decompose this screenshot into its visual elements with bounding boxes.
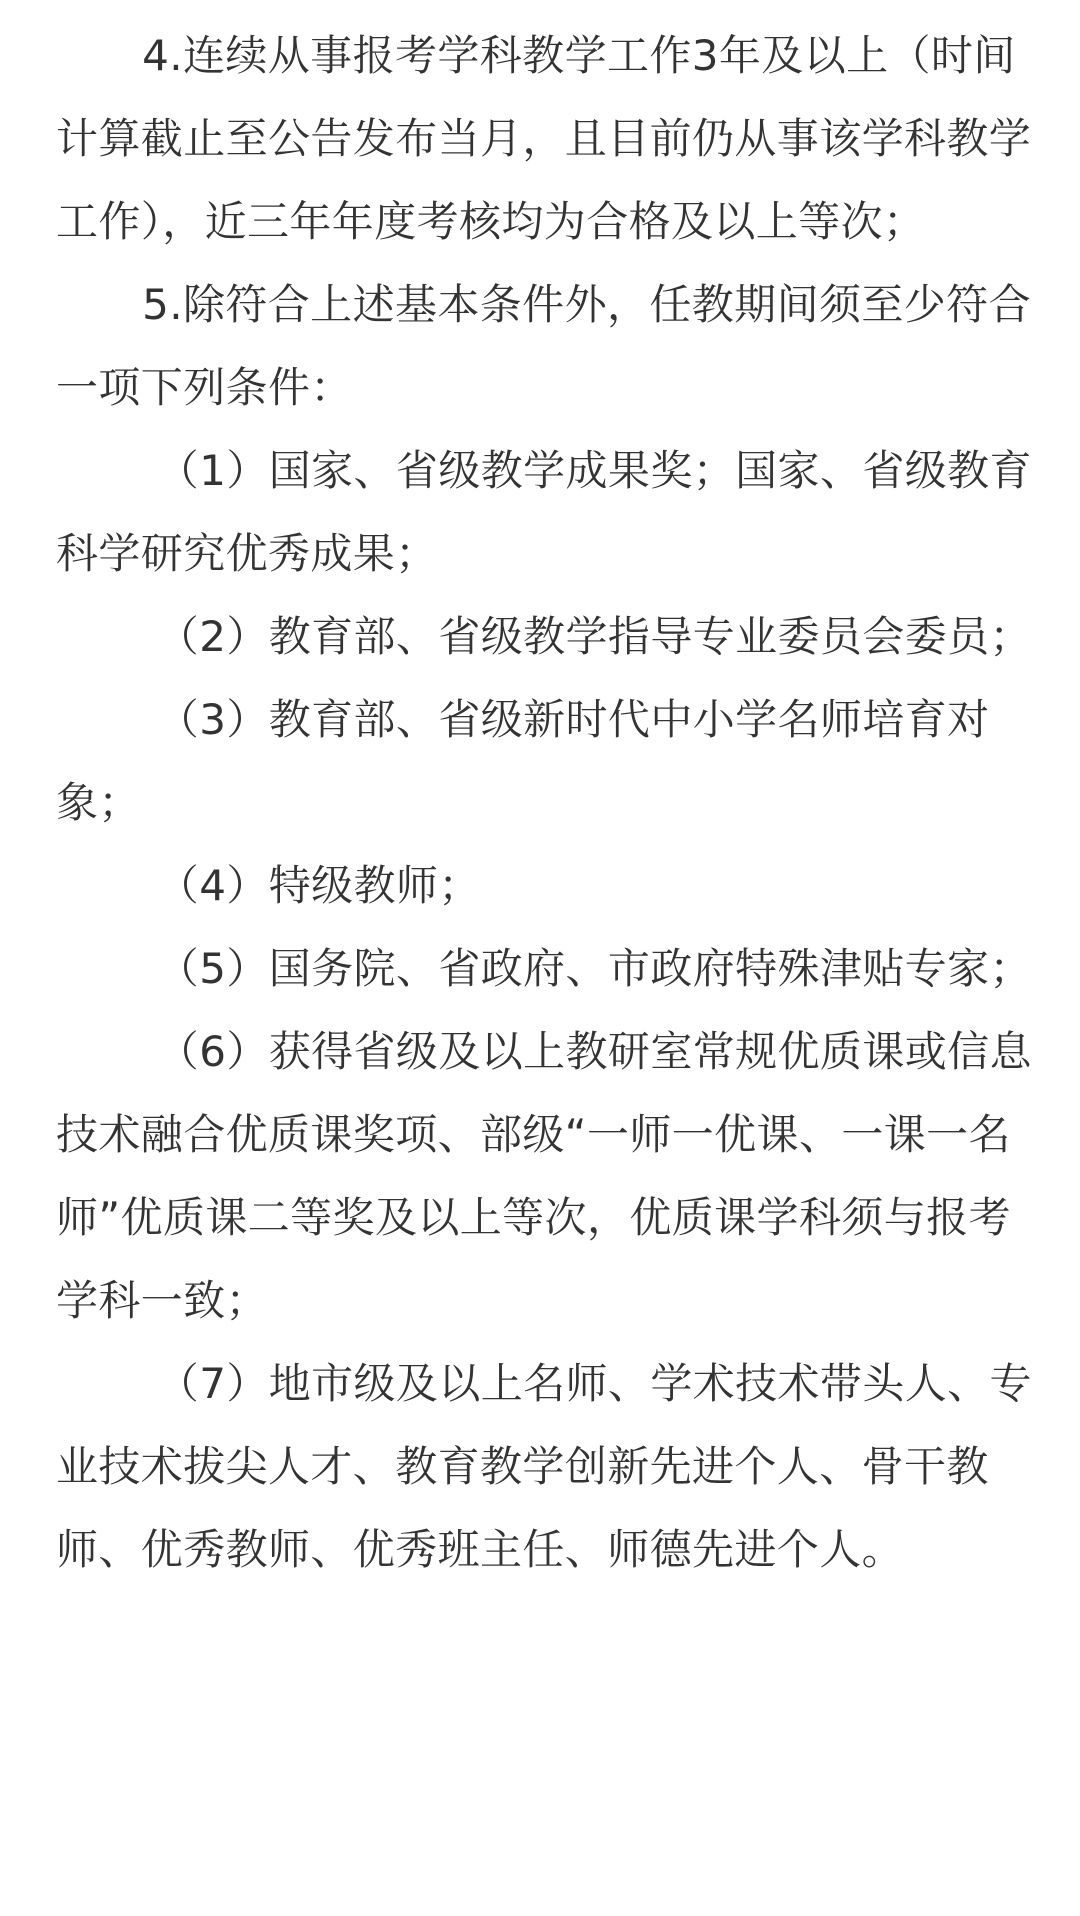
condition-3: （3）教育部、省级新时代中小学名师培育对象； — [56, 695, 990, 827]
condition-2: （2）教育部、省级教学指导专业委员会委员； — [156, 612, 1032, 661]
paragraph-item-5: 5.除符合上述基本条件外，任教期间须至少符合一项下列条件： — [56, 280, 1031, 412]
condition-6: （6）获得省级及以上教研室常规优质课或信息技术融合优质课奖项、部级“一师一优课、一课一名师”优质课二等奖及以上等次，优质课学科须与报考学科一致； — [56, 1027, 1032, 1325]
condition-5: （5）国务院、省政府、市政府特殊津贴专家； — [156, 944, 1032, 993]
condition-4: （4）特级教师； — [156, 861, 481, 910]
condition-1: （1）国家、省级教学成果奖；国家、省级教育科学研究优秀成果； — [56, 446, 1032, 578]
condition-7: （7）地市级及以上名师、学术技术带头人、专业技术拔尖人才、教育教学创新先进个人、骨干教师、优秀教师、优秀班主任、师德先进个人。 — [56, 1359, 1032, 1574]
paragraph-item-4: 4.连续从事报考学科教学工作3年及以上（时间计算截止至公告发布当月，且目前仍从事该学科教学工作），近三年年度考核均为合格及以上等次； — [56, 31, 1032, 246]
